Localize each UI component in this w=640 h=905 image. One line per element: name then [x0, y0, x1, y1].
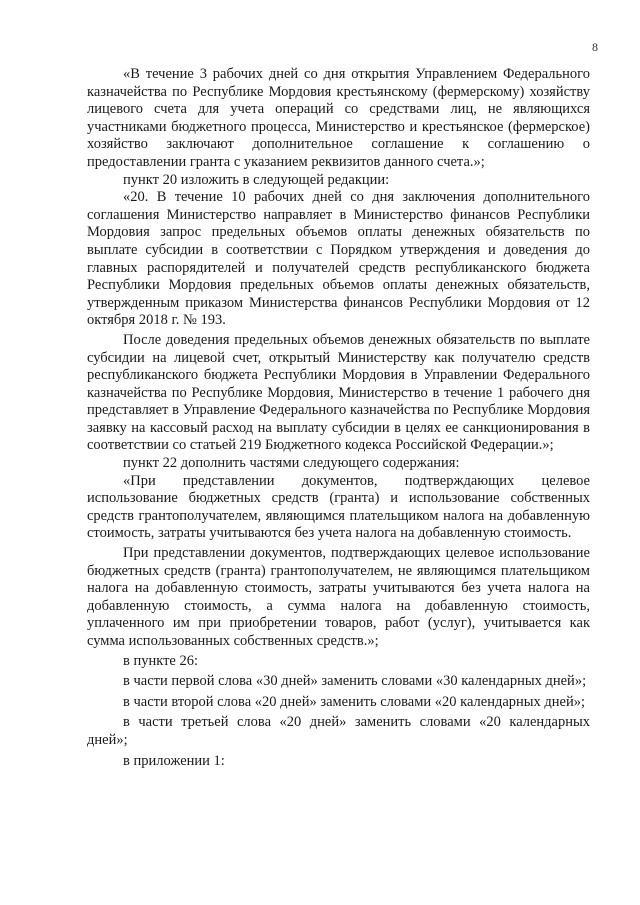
document-body: [87, 66, 590, 770]
paragraph-9: в части первой слова «30 дней» заменить словами «30 календарных дней»;: [123, 673, 587, 690]
paragraph-10: в части второй слова «20 дней» заменить словами «20 календарных дней»;: [123, 693, 586, 710]
paragraph-12: в приложении 1:: [123, 752, 225, 769]
paragraph-5: пункт 22 дополнить частями следующего содержания:: [123, 455, 460, 472]
paragraph-1: «В течение 3 рабочих дней со дня открытия Управлением Федерального казначейства по Республике Мордовия крестьянскому (фермерскому) хозяйству лицевого счета для учета операций со средствами лиц, не являющихся участниками бюджетного процесса, Министерство и крестьянское (фермерское) хозяйство заключают дополнительное соглашение к соглашению о предоставлении гранта с указанием реквизитов данного счета.»;: [87, 66, 590, 170]
paragraph-4: После доведения предельных объемов денежных обязательств по выплате субсидии на лицевой счет, открытый Министерству как получателю средств республиканского бюджета Республики Мордовия в Управлении Федерального казначейства по Республике Мордовия, Министерство в течение 1 рабочего дня представляет в Управление Федерального казначейства по Республике Мордовия заявку на кассовый расход на выплату субсидии в целях ее санкционирования в соответствии со статьей 219 Бюджетного кодекса Российской Федерации.»;: [87, 331, 590, 454]
paragraph-8: в пункте 26:: [123, 652, 199, 669]
paragraph-2: пункт 20 изложить в следующей редакции:: [123, 171, 390, 188]
paragraph-3: «20. В течение 10 рабочих дней со дня заключения дополнительного соглашения Министерство направляет в Министерство финансов Республики Мордовия запрос предельных объемов оплаты денежных обязательств по выплате субсидии в соответствии с Порядком утверждения и доведения до главных распорядителей и получателей средств республиканского бюджета Республики Мордовия предельных объемов оплаты денежных обязательств, утвержденным приказом Министерства финансов Республики Мордовия от 12 октября 2018 г. № 193.: [87, 189, 590, 329]
paragraph-6: «При представлении документов, подтверждающих целевое использование бюджетных средств (гранта) и использование собственных средств грантополучателем, являющимся плательщиком налога на добавленную стоимость, затраты учитываются без учета налога на добавленную стоимость.: [87, 472, 590, 542]
paragraph-7: При представлении документов, подтверждающих целевое использование бюджетных средств (гранта) грантополучателем, не являющимся плательщиком налога на добавленную стоимость, затраты учитываются без учета налога на добавленную стоимость, а сумма налога на добавленную стоимость, уплаченного им при приобретении товаров, работ (услуг), учитывается как сумма использованных собственных средств.»;: [87, 545, 590, 649]
paragraph-11: в части третьей слова «20 дней» заменить словами «20 календарных дней»;: [87, 714, 590, 748]
page-number: 8: [592, 40, 598, 54]
